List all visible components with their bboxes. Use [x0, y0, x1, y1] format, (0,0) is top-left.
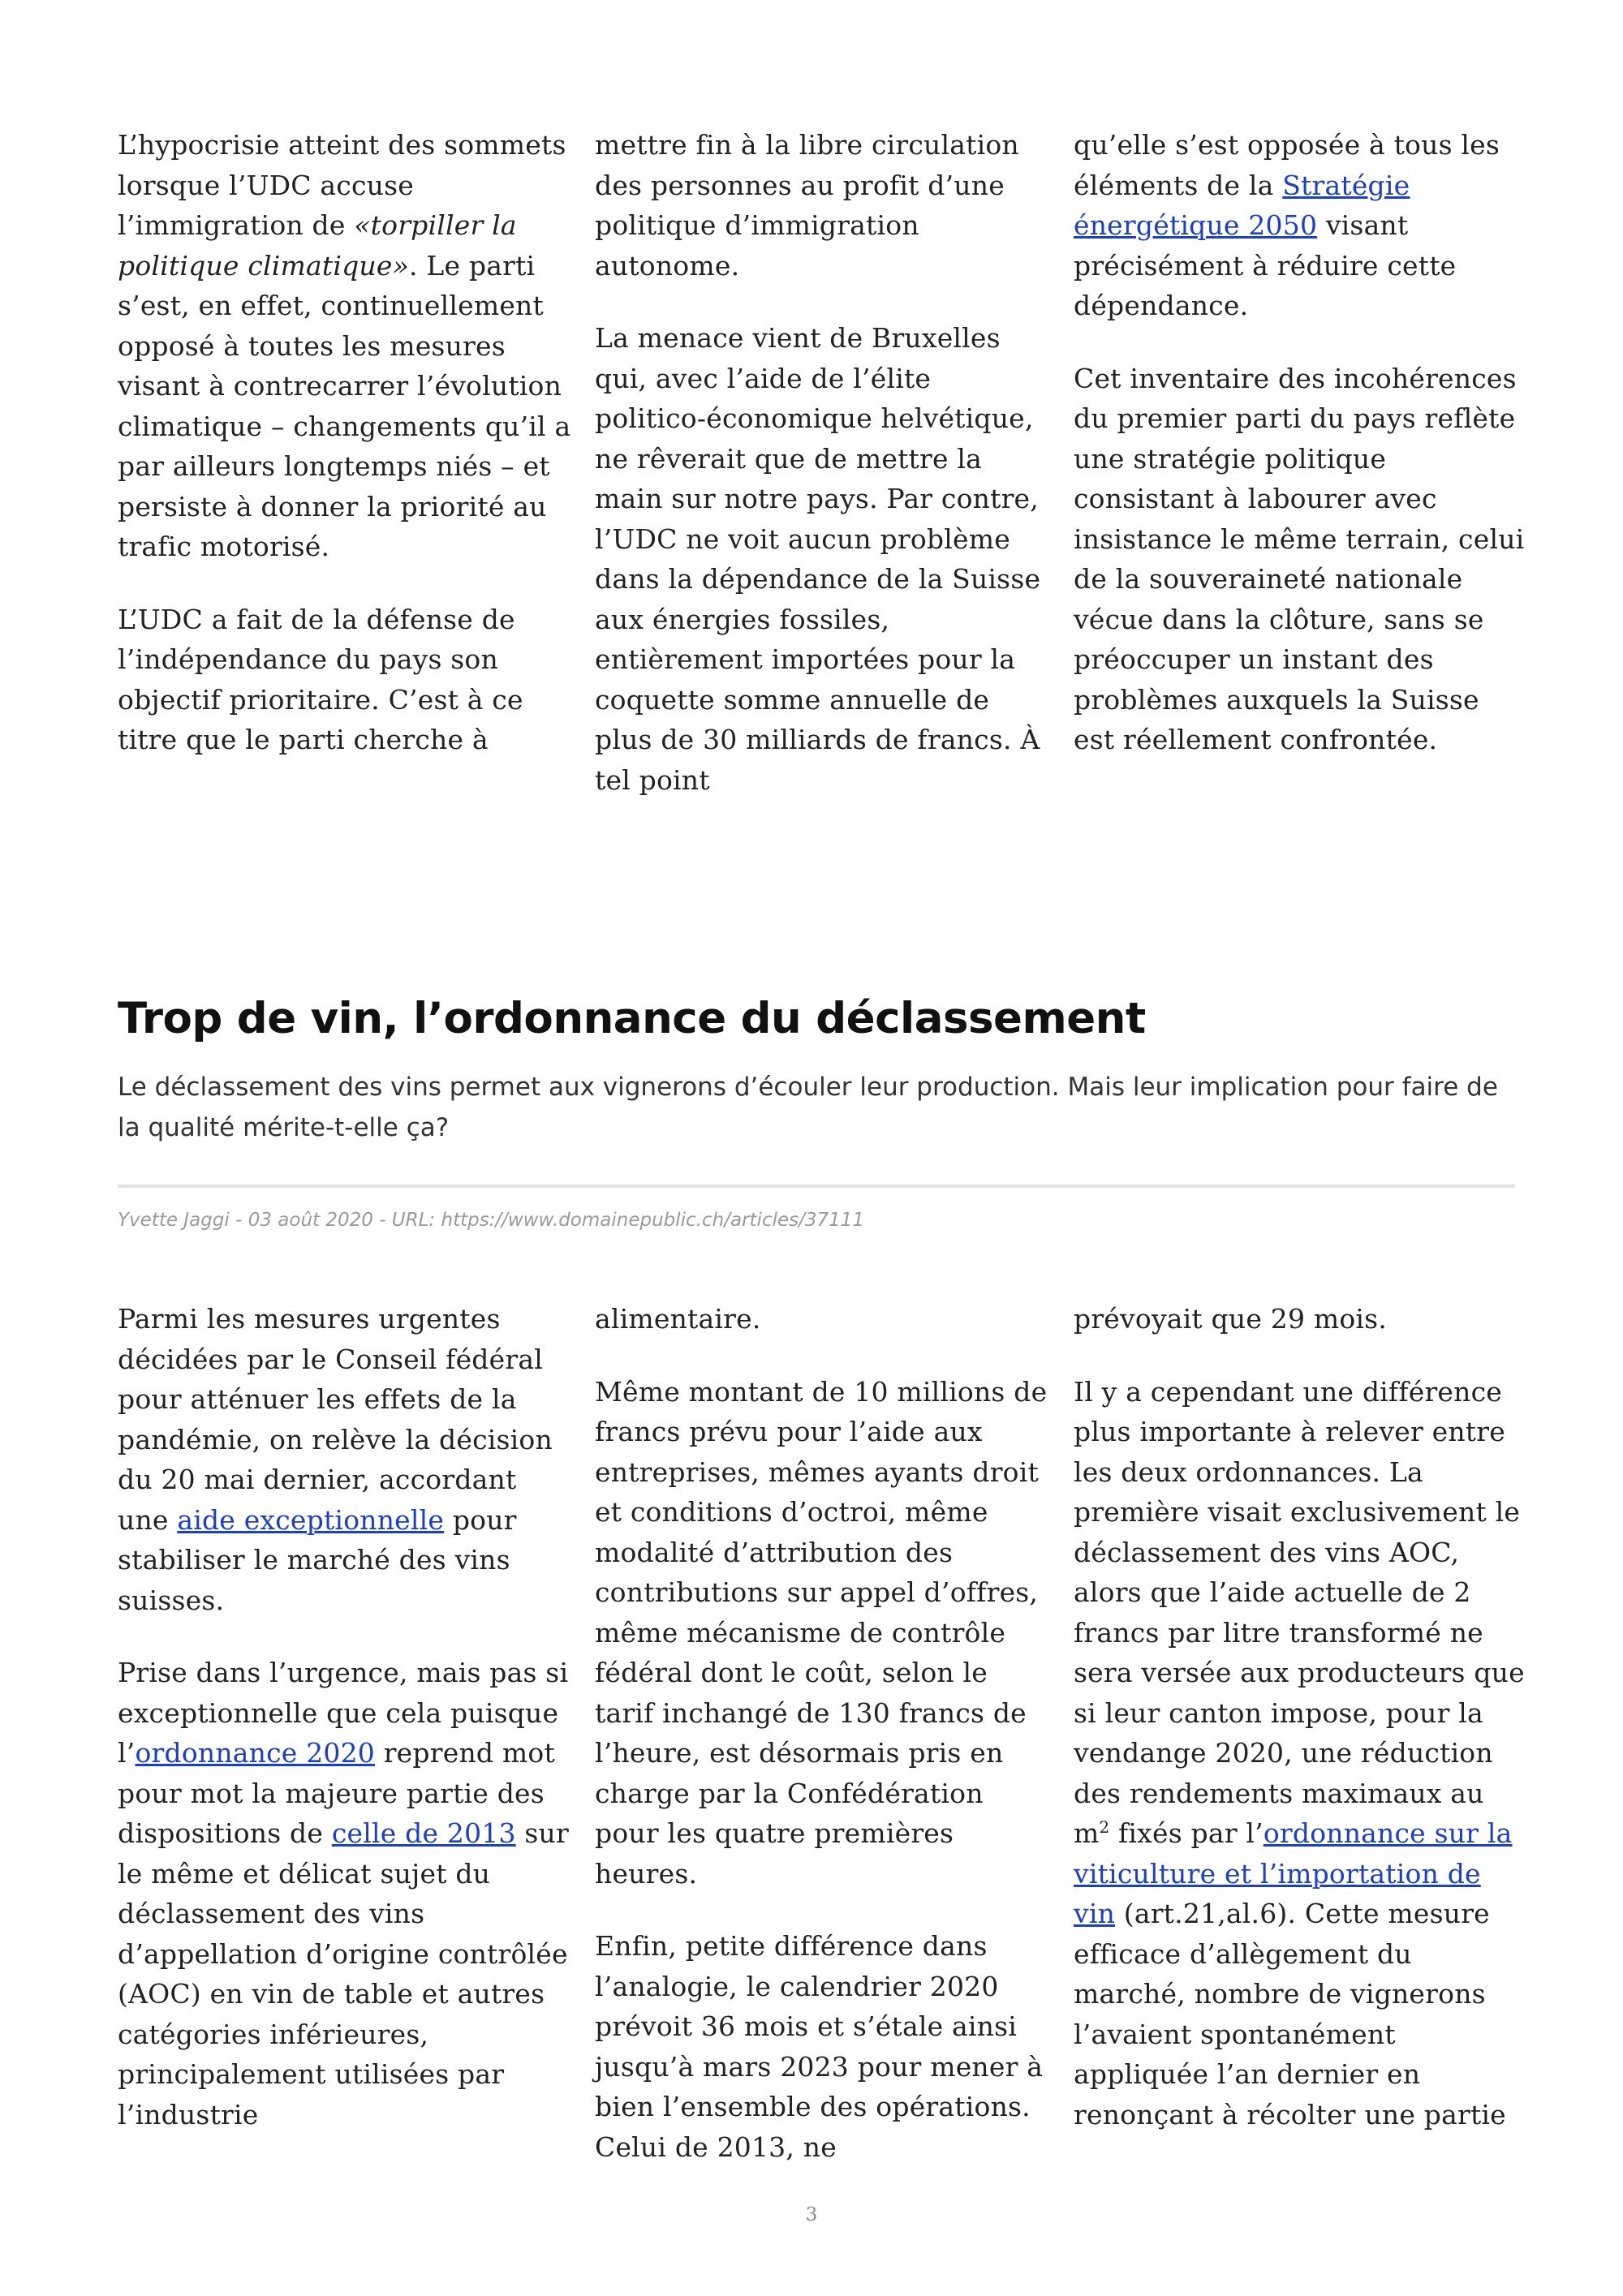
- article1-paragraph: L’hypocrisie atteint des sommets lorsque l’UDC accuse l’immigration de «torpiller la politique climatique». Le parti s’est, en effet, continuellement opposé à toutes les mesures visant à contrecarrer l’évolution climatique – changements qu’il a par ailleurs longtemps niés – et persiste à donner la priorité au trafic motorisé.: [118, 129, 571, 562]
- article2-paragraph: alimentaire.: [595, 1303, 761, 1335]
- article-lead: Le déclassement des vins permet aux vignerons d’écouler leur production. Mais leur implication pour faire de la qualité mérite-t-elle ça?: [118, 1073, 1498, 1142]
- quote: «torpiller la politique climatique»: [118, 209, 517, 282]
- ordonnance-viticulture-link[interactable]: ordonnance sur la viticulture et l’importation de vin: [1074, 1817, 1513, 1929]
- article-title: Trop de vin, l’ordonnance du déclassement: [118, 994, 1146, 1043]
- superscript: 2: [1099, 1818, 1110, 1837]
- article1-column-2: [595, 125, 1049, 800]
- article2-column-2: [595, 1299, 1049, 2167]
- article2-column-3: [1074, 1299, 1528, 2135]
- article2-paragraph: Prise dans l’urgence, mais pas si exceptionnelle que cela puisque l’ordonnance 2020 reprend mot pour mot la majeure partie des dispositions de celle de 2013 sur le même et délicat sujet du déclassement des vins d’appellation d’origine contrôlée (AOC) en vin de table et autres catégories inférieures, principalement utilisées par l’industrie: [118, 1657, 569, 2130]
- article1-column-3: [1074, 125, 1528, 760]
- article1-paragraph: qu’elle s’est opposée à tous les éléments de la Stratégie énergétique 2050 visant précisément à réduire cette dépendance.: [1074, 129, 1500, 321]
- article2-paragraph: Enfin, petite différence dans l’analogie, le calendrier 2020 prévoit 36 mois et s’étale ainsi jusqu’à mars 2023 pour mener à bien l’ensemble des opérations. Celui de 2013, ne: [595, 1930, 1044, 2163]
- article2-paragraph: Même montant de 10 millions de francs prévu pour l’aide aux entreprises, mêmes ayants droit et conditions d’octroi, même modalité d’attribution des contributions sur appel d’offres, même mécanisme de contrôle fédéral dont le coût, selon le tarif inchangé de 130 francs de l’heure, est désormais pris en charge par la Confédération pour les quatre premières heures.: [595, 1375, 1048, 1890]
- divider: [118, 1185, 1515, 1188]
- aide-exceptionnelle-link[interactable]: aide exceptionnelle: [177, 1503, 445, 1536]
- article2-paragraph: prévoyait que 29 mois.: [1074, 1303, 1387, 1335]
- article2-column-1: [118, 1299, 572, 2135]
- ordonnance-2020-link[interactable]: ordonnance 2020: [135, 1737, 376, 1769]
- article1-column-1: [118, 125, 572, 760]
- article1-paragraph: La menace vient de Bruxelles qui, avec l’aide de l’élite politico-économique helvétique, ne rêverait que de mettre la main sur notre pays. Par contre, l’UDC ne voit aucun problème dans la dépendance de la Suisse aux énergies fossiles, entièrement importées pour la coquette somme annuelle de plus de 30 milliards de francs. À tel point: [595, 322, 1041, 796]
- article2-paragraph: Parmi les mesures urgentes décidées par le Conseil fédéral pour atténuer les effets de la pandémie, on relève la décision du 20 mai dernier, accordant une aide exceptionnelle pour stabiliser le marché des vins suisses.: [118, 1303, 553, 1616]
- article1-paragraph: mettre fin à la libre circulation des personnes au profit d’une politique d’immigration autonome.: [595, 129, 1019, 282]
- article1-paragraph: Cet inventaire des incohérences du premier parti du pays reflète une stratégie politique consistant à labourer avec insistance le même terrain, celui de la souveraineté nationale vécue dans la clôture, sans se préoccuper un instant des problèmes auxquels la Suisse est réellement confrontée.: [1074, 362, 1525, 755]
- page-number: 3: [805, 2204, 818, 2225]
- celle-de-2013-link[interactable]: celle de 2013: [331, 1817, 516, 1849]
- article1-paragraph: L’UDC a fait de la défense de l’indépendance du pays son objectif prioritaire. C’est à ce titre que le parti cherche à: [118, 603, 523, 755]
- strategie-energetique-link[interactable]: Stratégie énergétique 2050: [1074, 169, 1410, 241]
- article2-paragraph: Il y a cependant une différence plus importante à relever entre les deux ordonnances. La première visait exclusivement le déclassement des vins AOC, alors que l’aide actuelle de 2 francs par litre transformé ne sera versée aux producteurs que si leur canton impose, pour la vendange 2020, une réduction des rendements maximaux au $m^2$ fixés par l’ordonnance sur la viticulture et l’importation de vin (art.21,al.6). Cette mesure efficace d’allègement du marché, nombre de vignerons l’avaient spontanément appliquée l’an dernier en renonçant à récolter une partie: [1074, 1375, 1525, 2130]
- article-byline: Yvette Jaggi - 03 août 2020 - URL: https://www.domainepublic.ch/articles/37111: [118, 1210, 865, 1231]
